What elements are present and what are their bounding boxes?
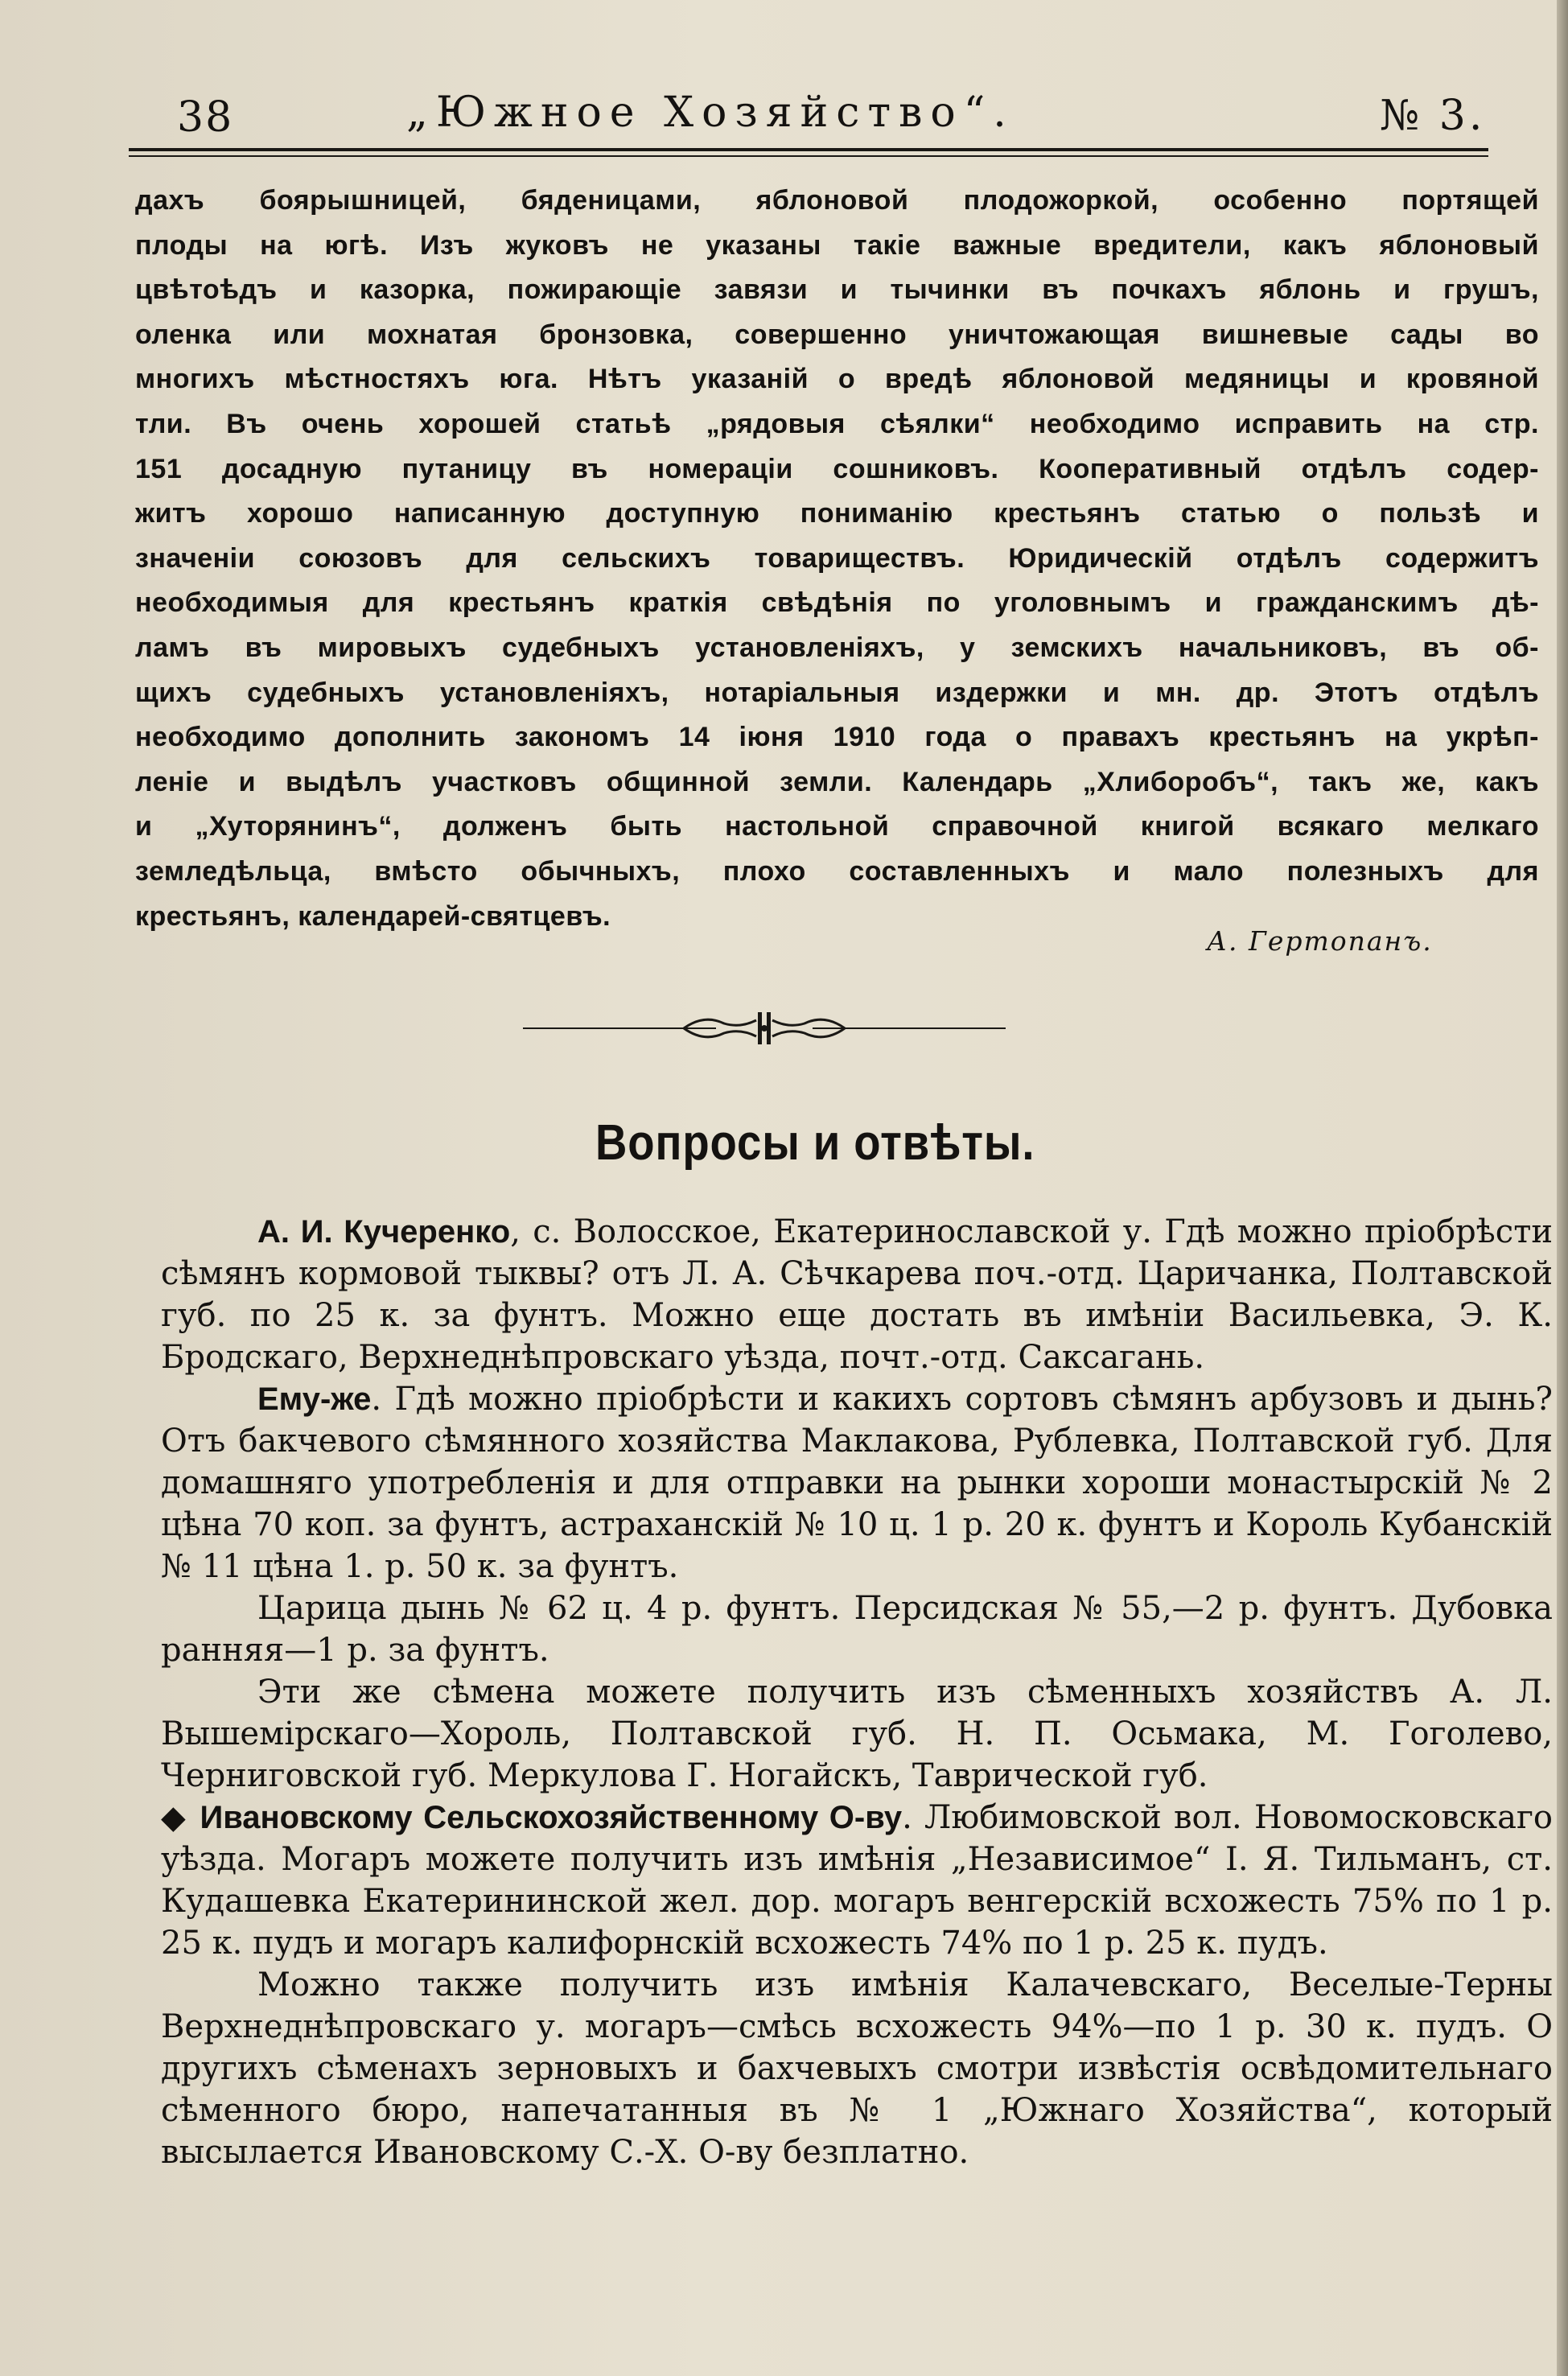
header-rule-thick <box>129 148 1488 151</box>
text-line: необходимо дополнить закономъ 14 іюня 1910 года о правахъ крестьянъ на укрѣп- <box>135 722 1539 753</box>
section-title: Вопросы и отвѣты. <box>595 1115 1035 1171</box>
text-line: крестьянъ, календарей-святцевъ. <box>135 900 611 932</box>
article-author: А. Гертопанъ. <box>1207 925 1433 957</box>
header-rule-thin <box>129 155 1488 157</box>
text-line: значеніи союзовъ для сельскихъ товариществъ. Юридическій отдѣлъ содержитъ <box>135 542 1539 574</box>
page-header <box>129 89 1496 153</box>
qa-section <box>161 1211 1553 2173</box>
book-gutter <box>1557 0 1568 2376</box>
qa-paragraph: Эти же сѣмена можете получить изъ сѣменныхъ хозяйствъ А. Л. Вышемірскаго—Хороль, Полтавской губ. Н. П. Осьмака, М. Гоголево, Черниговской губ. Меркулова Г. Ногайскъ, Таврической губ. <box>161 1674 1553 1794</box>
qa-addressee: А. И. Кучеренко <box>257 1214 511 1250</box>
ornament-divider <box>523 1004 1006 1052</box>
text-line: многихъ мѣстностяхъ юга. Нѣтъ указаній о вредѣ яблоновой медяницы и кровяной <box>135 364 1539 395</box>
qa-paragraph <box>161 1797 1553 1964</box>
text-line: 151 досадную путаницу въ номераціи сошниковъ. Кооперативный отдѣлъ содер- <box>135 453 1539 484</box>
text-line: леніе и выдѣлъ участковъ общинной земли. Календарь „Хлиборобъ“, такъ же, какъ <box>135 766 1539 797</box>
qa-text: , с. Волосское, Екатеринославской у. Гдѣ можно пріобрѣсти сѣмянъ кормовой тыквы? отъ Л. А. Сѣчкарева поч.-отд. Царичанка, Полтавской губ. по 25 к. за фунтъ. Можно еще достать въ имѣніи Васильевка, Э. К. Бродскаго, Верхнеднѣпровскаго уѣзда, почт.-отд. Саксагань. <box>161 1213 1553 1376</box>
qa-text: . Любимовской вол. Новомосковскаго уѣзда. Могаръ можете получить изъ имѣнія „Независимое“ І. Я. Тильманъ, ст. Кудашевка Екатерининской жел. дор. могаръ венгерскій всхожесть 75% по 1 р. 25 к. пудъ и могаръ калифорнскій всхожесть 74% по 1 р. 25 к. пудъ. <box>161 1799 1553 1962</box>
article-body <box>135 179 1539 939</box>
issue-number: № 3. <box>1380 92 1486 140</box>
text-line: земледѣльца, вмѣсто обычныхъ, плохо составленныхъ и мало полезныхъ для <box>135 855 1539 887</box>
text-line: житъ хорошо написанную доступную пониманію крестьянъ статью о пользѣ и <box>135 498 1539 529</box>
text-line: оленка или мохнатая бронзовка, совершенно уничтожающая вишневые сады во <box>135 319 1539 350</box>
journal-title: „Южное Хозяйство“. <box>406 89 1014 137</box>
text-line: необходимыя для крестьянъ краткія свѣдѣнія по уголовнымъ и гражданскимъ дѣ- <box>135 587 1539 619</box>
text-line: дахъ боярышницей, бяденицами, яблоновой плодожоркой, особенно портящей <box>135 185 1539 216</box>
qa-paragraph: Можно также получить изъ имѣнія Калачевскаго, Веселые-Терны Верхнеднѣпровскаго у. могаръ—смѣсь всхожесть 94%—по 1 р. 30 к. пудъ. О другихъ сѣменахъ зерновыхъ и бахчевыхъ смотри извѣстія освѣдомительнаго сѣменного бюро, напечатанныя въ № 1 „Южнаго Хозяйства“, который высылается Ивановскому С.-Х. О-ву безплатно. <box>161 1966 1553 2171</box>
text-line: и „Хуторянинъ“, долженъ быть настольной справочной книгой всякаго мелкаго <box>135 811 1539 842</box>
qa-paragraph <box>161 1211 1553 1378</box>
text-line: ламъ въ мировыхъ судебныхъ установленіяхъ, у земскихъ начальниковъ, въ об- <box>135 632 1539 663</box>
text-line: тли. Въ очень хорошей статьѣ „рядовыя сѣялки“ необходимо исправить на стр. <box>135 408 1539 439</box>
text-line: плоды на югѣ. Изъ жуковъ не указаны такіе важные вредители, какъ яблоновый <box>135 229 1539 261</box>
text-line: цвѣтоѣдъ и казорка, пожирающіе завязи и тычинки въ почкахъ яблонь и грушъ, <box>135 274 1539 306</box>
qa-addressee: Ивановскому Сельскохозяйственному О-ву <box>200 1800 903 1835</box>
qa-text: . Гдѣ можно пріобрѣсти и какихъ сортовъ сѣмянъ арбузовъ и дынь? Отъ бакчевого сѣмянного хозяйства Маклакова, Рублевка, Полтавской губ. Для домашняго употребленія и для отправки на рынки хороши монастырскій № 2 цѣна 70 коп. за фунтъ, астраханскій № 10 ц. 1 р. 20 к. фунтъ и Король Кубанскій № 11 цѣна 1. р. 50 к. за фунтъ. <box>161 1381 1553 1585</box>
text-line: щихъ судебныхъ установленіяхъ, нотаріальныя издержки и мн. др. Этотъ отдѣлъ <box>135 677 1539 708</box>
qa-paragraph <box>161 1378 1553 1587</box>
page-number: 38 <box>177 93 234 142</box>
qa-paragraph: Царица дынь № 62 ц. 4 р. фунтъ. Персидская № 55,—2 р. фунтъ. Дубовка ранняя—1 р. за фунтъ. <box>161 1590 1553 1669</box>
bullet-icon: ◆ <box>161 1799 188 1836</box>
qa-addressee: Ему-же <box>257 1382 372 1417</box>
